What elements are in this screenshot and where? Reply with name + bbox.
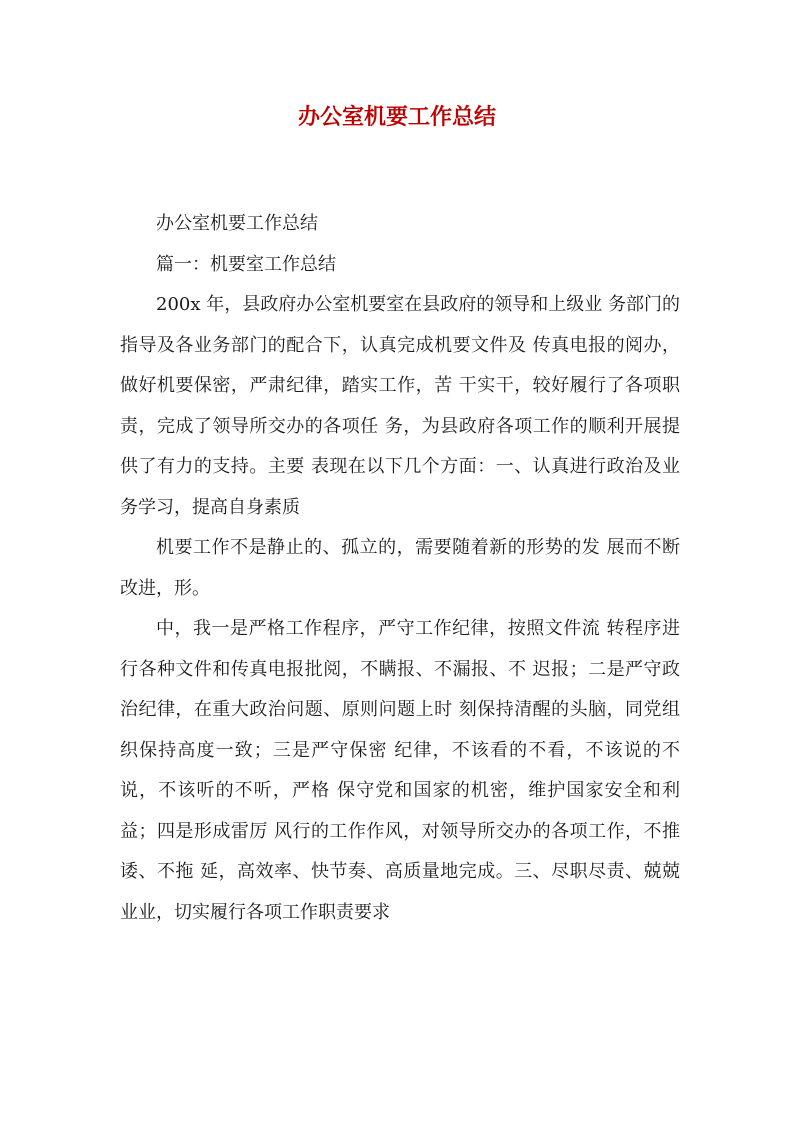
paragraph-intro: 200x 年，县政府办公室机要室在县政府的领导和上级业 务部门的指导及各业务部门的配合下，认真完成机要文件及 传真电报的阅办，做好机要保密，严肃纪律，踏实工作，苦 干实干，较好履行了各项职责，完成了领导所交办的各项任 务，为县政府各项工作的顺利开展提供了有力的支持。主要 表现在以下几个方面：一、认真进行政治及业务学习，提高自身素质	[120, 294, 680, 518]
document-body	[120, 204, 680, 933]
paragraph-development: 机要工作不是静止的、孤立的，需要随着新的形势的发 展而不断改进，形。	[120, 537, 680, 599]
document-title: 办公室机要工作总结	[297, 104, 496, 130]
paragraph-section-title: 篇一：机要室工作总结	[156, 253, 336, 275]
paragraph-heading: 办公室机要工作总结	[156, 213, 318, 234]
paragraph-discipline: 中，我一是严格工作程序，严守工作纪律，按照文件流 转程序进行各种文件和传真电报批阅，不瞒报、不漏报、不 迟报；二是严守政治纪律，在重大政治问题、原则问题上时 刻保持清醒的头脑，同党组织保持高度一致；三是严守保密 纪律，不该看的不看，不该说的不说，不该听的不听，严格 保守党和国家的机密，维护国家安全和利益；四是形成雷厉 风行的工作作风，对领导所交办的各项工作，不推诿、不拖 延，高效率、快节奏、高质量地完成。三、尽职尽责、兢兢业业，切实履行各项工作职责要求	[120, 618, 680, 923]
